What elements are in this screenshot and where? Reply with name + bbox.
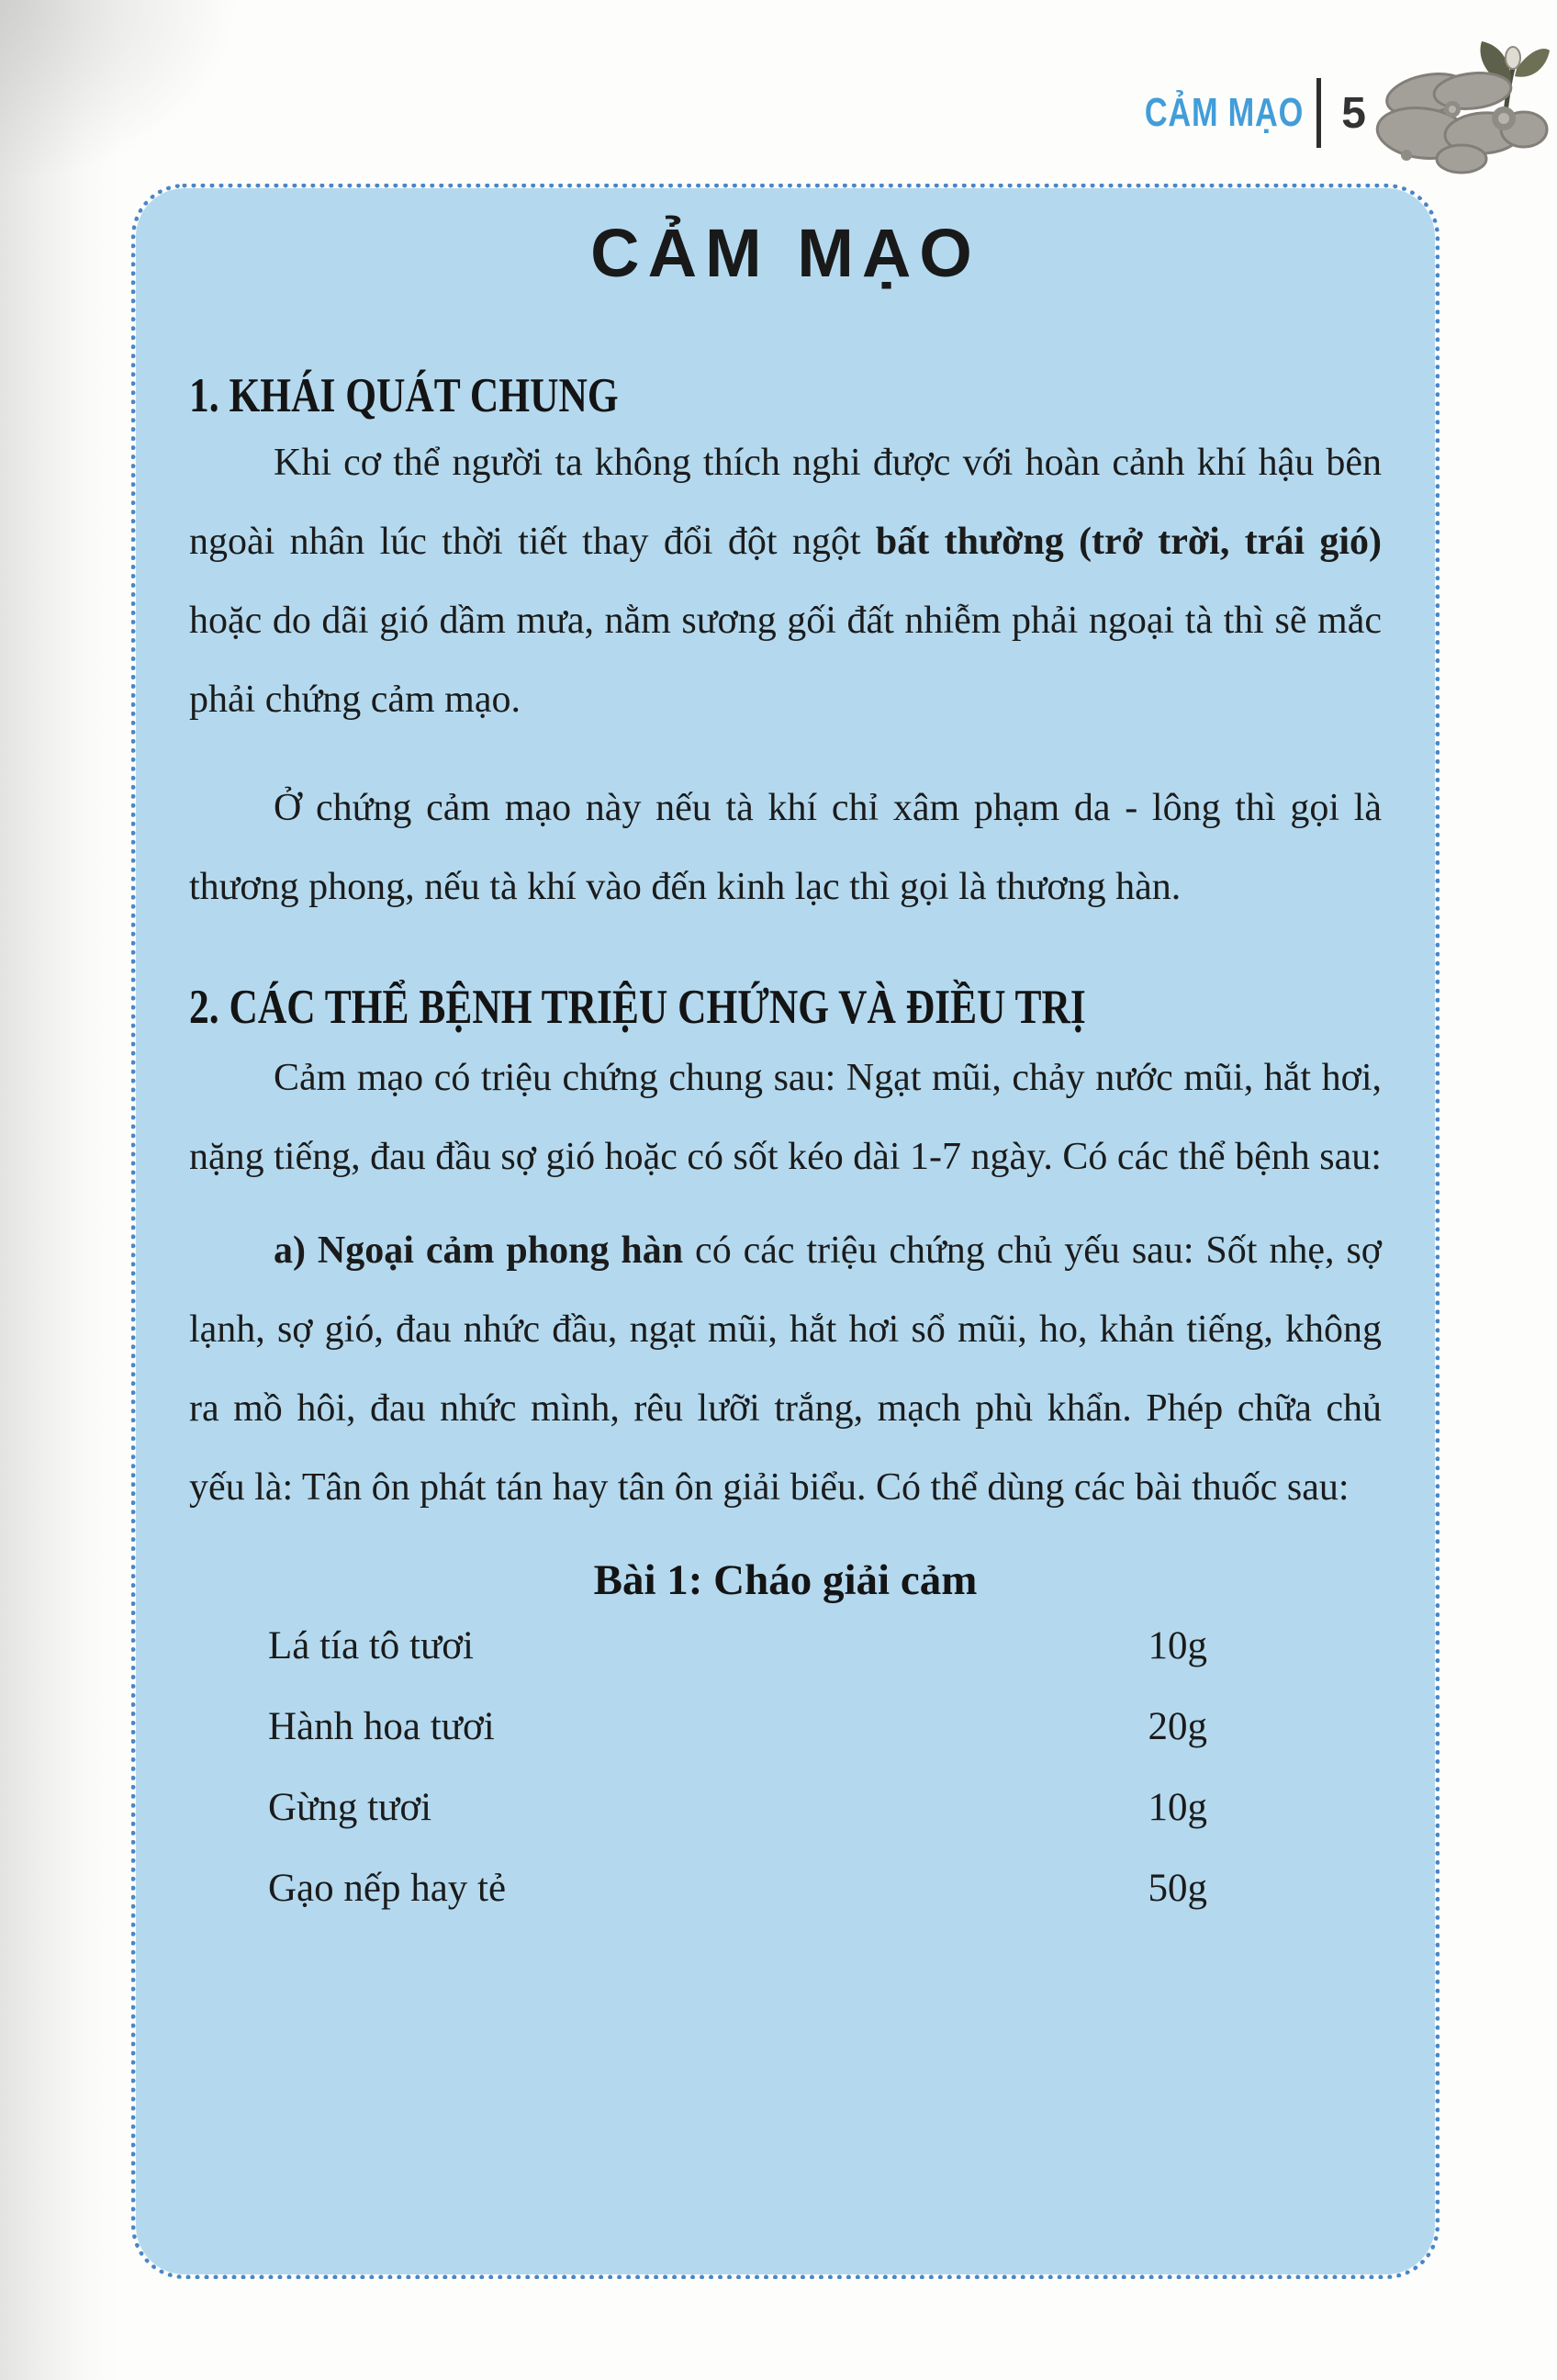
ingredient-amount: 20g [1148,1705,1207,1748]
header-divider [1316,78,1321,148]
page-number: 5 [1341,88,1366,138]
paragraph: a) Ngoại cảm phong hàn có các triệu chứng chủ yếu sau: Sốt nhẹ, sợ lạnh, sợ gió, đau nhức đầu, ngạt mũi, hắt hơi sổ mũi, ho, khản tiếng, không ra mồ hôi, đau nhức mình, rêu lưỡi trắng, mạch phù khẩn. Phép chữa chủ yếu là: Tân ôn phát tán hay tân ôn giải biểu. Có thể dùng các bài thuốc sau: [189,1229,1382,1509]
paragraph: Ở chứng cảm mạo này nếu tà khí chỉ xâm phạm da - lông thì gọi là thương phong, nếu tà khí vào đến kinh lạc thì gọi là thương hàn. [189,787,1382,908]
page-header [1100,44,1550,182]
ingredient-amount: 50g [1148,1867,1207,1910]
ingredient-row [189,1687,1382,1768]
ingredient-row [189,1768,1382,1848]
ingredient-row [189,1606,1382,1687]
ingredient-row [189,1848,1382,1929]
content-panel [131,184,1439,2279]
running-title: CẢM MẠO [1145,90,1305,135]
chapter-title: CẢM MẠO [590,215,980,291]
paragraph: Cảm mạo có triệu chứng chung sau: Ngạt mũi, chảy nước mũi, hắt hơi, nặng tiếng, đau đầu sợ gió hoặc có sốt kéo dài 1-7 ngày. Có các thể bệnh sau: [189,1057,1382,1178]
ingredient-name: Hành hoa tươi [268,1705,495,1748]
section-1-heading: 1. KHÁI QUÁT CHUNG [189,369,619,422]
ingredient-name: Gạo nếp hay tẻ [268,1867,507,1910]
recipe-title: Bài 1: Cháo giải cảm [593,1556,978,1604]
ingredient-amount: 10g [1148,1624,1207,1667]
page-edge-shadow [0,0,119,2380]
ingredient-name: Gừng tươi [268,1786,432,1829]
section-2-heading: 2. CÁC THỂ BỆNH TRIỆU CHỨNG VÀ ĐIỀU TRỊ [189,981,1086,1034]
ginger-rhizomes-photo-icon [1370,38,1550,177]
page-corner-shadow [0,0,239,184]
ingredient-name: Lá tía tô tươi [268,1624,474,1667]
paragraph: Khi cơ thể người ta không thích nghi được với hoàn cảnh khí hậu bên ngoài nhân lúc thời tiết thay đổi đột ngột bất thường (trở trời, trái gió) hoặc do dãi gió dầm mưa, nằm sương gối đất nhiễm phải ngoại tà thì sẽ mắc phải chứng cảm mạo. [189,442,1382,721]
ingredient-amount: 10g [1148,1786,1207,1829]
